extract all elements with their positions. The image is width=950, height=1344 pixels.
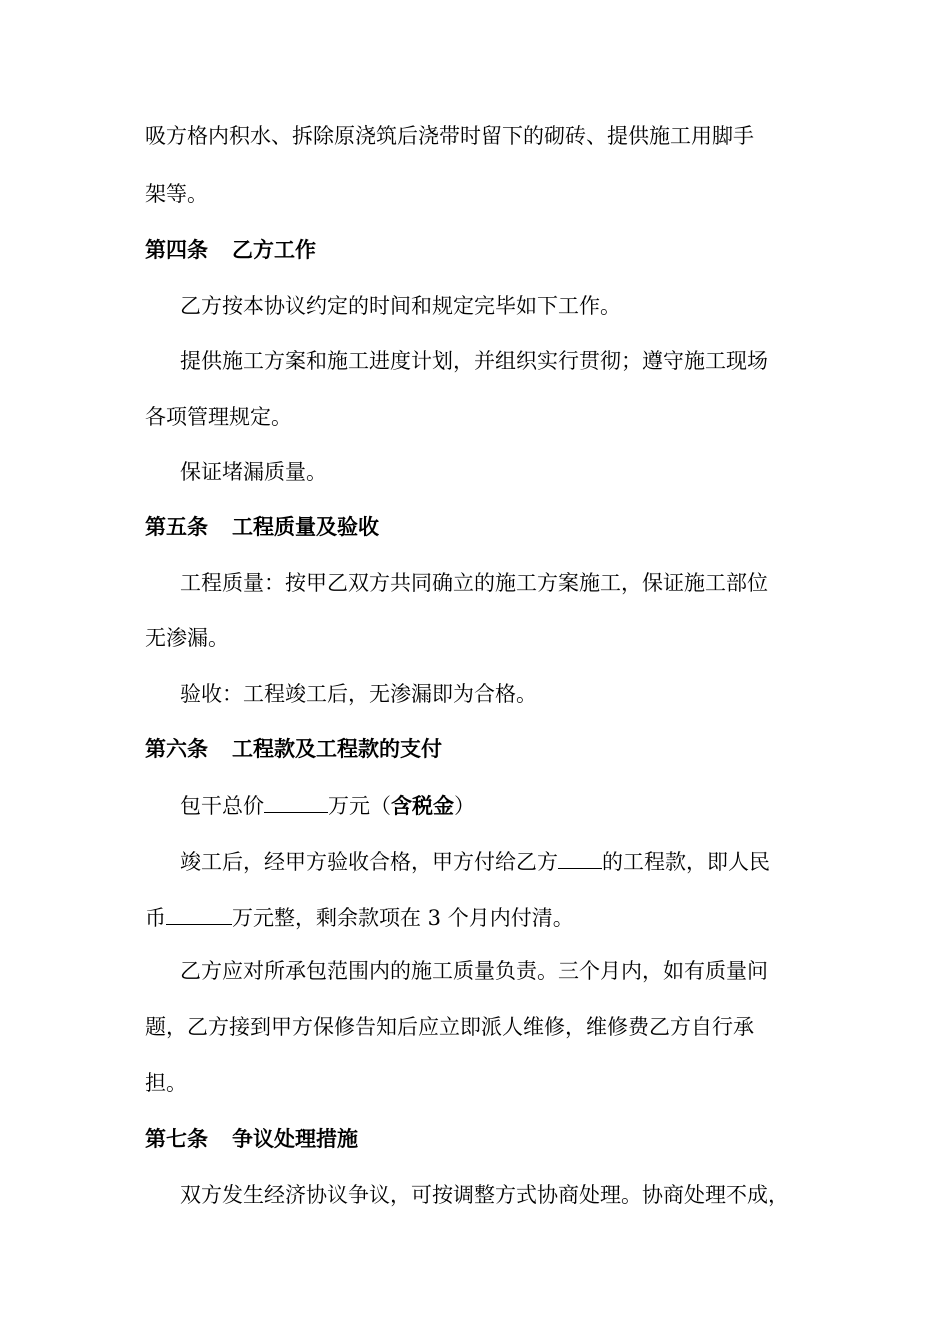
payment-percent-blank xyxy=(558,846,602,869)
paragraph-line: 吸方格内积水、拆除原浇筑后浇带时留下的砌砖、提供施工用脚手 xyxy=(145,124,754,148)
article-title: 工程质量及验收 xyxy=(232,514,379,539)
paragraph-line: 验收：工程竣工后，无渗漏即为合格。 xyxy=(180,682,537,706)
paragraph-line: 提供施工方案和施工进度计划，并组织实行贯彻；遵守施工现场 xyxy=(180,349,768,373)
article-title: 争议处理措施 xyxy=(232,1126,358,1151)
article-number: 第四条 xyxy=(145,237,208,262)
payment-line: 币 万元整，剩余款项在 3 个月内付清。 xyxy=(145,902,850,932)
article-number: 第六条 xyxy=(145,736,208,761)
article-6-heading xyxy=(145,735,850,763)
paragraph-line: 双方发生经济协议争议，可按调整方式协商处理。协商处理不成， xyxy=(180,1183,789,1207)
article-5-heading xyxy=(145,513,850,541)
paragraph-line: 工程质量：按甲乙双方共同确立的施工方案施工，保证施工部位 xyxy=(180,571,768,595)
paragraph-line: 架等。 xyxy=(145,182,208,206)
article-7-heading xyxy=(145,1125,850,1153)
paragraph-line: 无渗漏。 xyxy=(145,626,229,650)
paragraph-line: 题，乙方接到甲方保修告知后应立即派人维修，维修费乙方自行承 xyxy=(145,1015,754,1039)
article-number: 第七条 xyxy=(145,1126,208,1151)
paragraph-line: 担。 xyxy=(145,1071,187,1095)
payment-line: 竣工后，经甲方验收合格，甲方付给乙方 的工程款，即人民 xyxy=(180,846,850,876)
article-title: 工程款及工程款的支付 xyxy=(232,736,442,761)
payment-amount-blank xyxy=(166,902,232,925)
price-line: 包干总价 万元（含税金） xyxy=(180,790,850,820)
paragraph-line: 乙方按本协议约定的时间和规定完毕如下工作。 xyxy=(180,294,621,318)
paragraph-line: 乙方应对所承包范围内的施工质量负责。三个月内，如有质量问 xyxy=(180,959,768,983)
article-title: 乙方工作 xyxy=(232,237,316,262)
paragraph-line: 各项管理规定。 xyxy=(145,405,292,429)
article-4-heading xyxy=(145,236,850,264)
paragraph-line: 保证堵漏质量。 xyxy=(180,460,327,484)
price-blank xyxy=(264,790,328,813)
article-number: 第五条 xyxy=(145,514,208,539)
